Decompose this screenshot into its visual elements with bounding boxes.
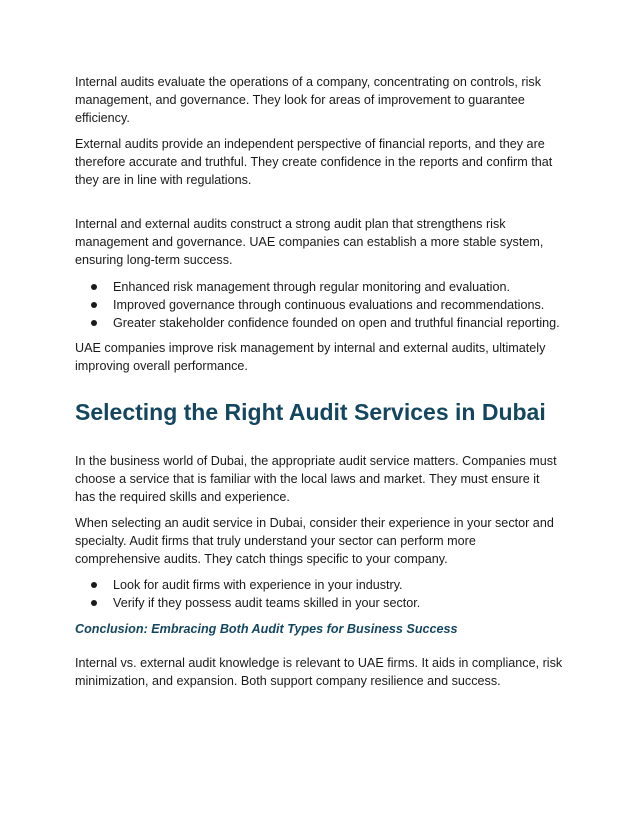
list-item: Verify if they possess audit teams skilled in your sector. [75, 594, 563, 612]
document-page [75, 73, 563, 690]
selection-criteria-paragraph: When selecting an audit service in Dubai, consider their experience in your sector and specialty. Audit firms that truly understand your sector can perform more comprehensive audits. They catch things specific to your company. [75, 516, 554, 566]
list-item: Enhanced risk management through regular monitoring and evaluation. [75, 278, 563, 296]
internal-audit-paragraph: Internal audits evaluate the operations of a company, concentrating on controls, risk management, and governance. They look for areas of improvement to guarantee efficiency. [75, 75, 542, 125]
external-audit-paragraph: External audits provide an independent perspective of financial reports, and they are therefore accurate and truthful. They create confidence in the reports and confirm that they are in line with regulations. [75, 137, 553, 187]
selection-tips-list [75, 576, 563, 612]
benefits-list [75, 278, 563, 332]
list-item: Improved governance through continuous evaluations and recommendations. [75, 296, 563, 314]
summary-paragraph: UAE companies improve risk management by internal and external audits, ultimately improving overall performance. [75, 341, 546, 373]
dubai-audit-paragraph: In the business world of Dubai, the appropriate audit service matters. Companies must choose a service that is familiar with the local laws and market. They must ensure it has the required skills and experience. [75, 454, 557, 504]
conclusion-paragraph: Internal vs. external audit knowledge is relevant to UAE firms. It aids in compliance, risk minimization, and expansion. Both support company resilience and success. [75, 656, 563, 688]
conclusion-heading: Conclusion: Embracing Both Audit Types for Business Success [75, 622, 458, 636]
list-item: Greater stakeholder confidence founded on open and truthful financial reporting. [75, 314, 563, 332]
combined-audit-paragraph: Internal and external audits construct a strong audit plan that strengthens risk management and governance. UAE companies can establish a more stable system, ensuring long-term success. [75, 217, 544, 267]
section-heading: Selecting the Right Audit Services in Dubai [75, 399, 546, 425]
list-item: Look for audit firms with experience in your industry. [75, 576, 563, 594]
